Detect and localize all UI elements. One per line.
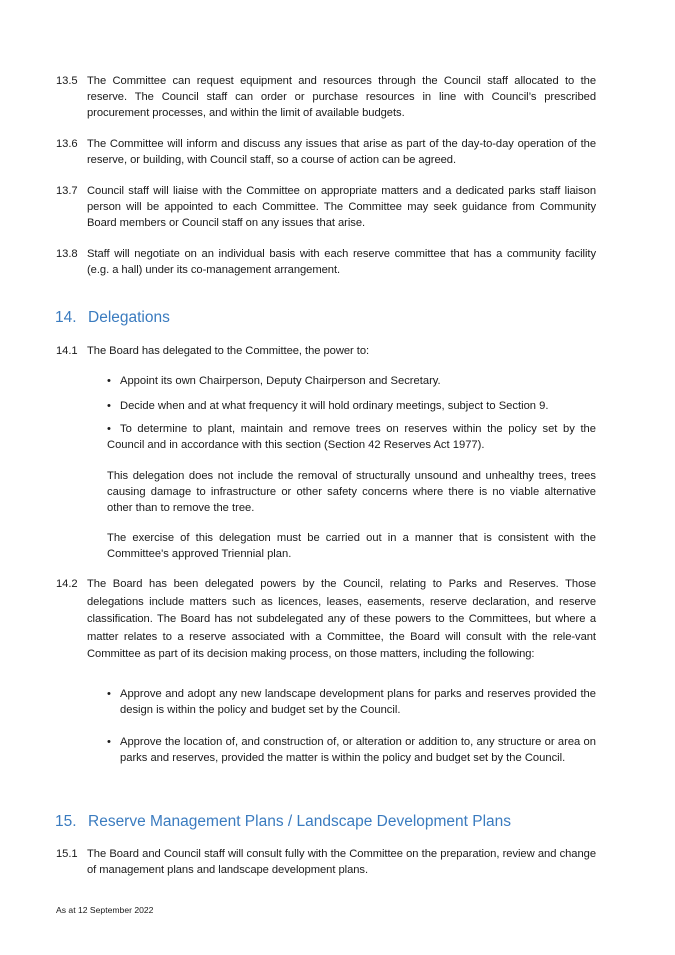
bullet-icon: • [107, 423, 111, 435]
heading-number: 15. [55, 813, 77, 830]
bullet-text: Approve and adopt any new landscape development plans for parks and reserves provided the design is within the policy and budget set by the Council. [120, 688, 596, 717]
bullet-text: Decide when and at what frequency it will hold ordinary meetings, subject to Section 9. [120, 400, 549, 412]
clause-number: 15.1 [56, 848, 78, 860]
bullet-item [107, 734, 596, 766]
clause-number: 13.6 [56, 138, 78, 150]
clause-text: The Board has delegated to the Committee, the power to: [87, 345, 370, 357]
section-heading-delegations [55, 308, 170, 328]
clause-text: The Committee will inform and discuss any issues that arise as part of the day-to-day operation of the reserve, or building, with Council staff, so a course of action can be agreed. [87, 138, 596, 167]
clause-text: The Board has been delegated powers by the Council, relating to Parks and Reserves. Those delegations include matters such as licences, leases, easements, reserve declaration, and reserve classification. The Board has not subdelegated any of these powers to the Committees, but where a matter relates to a reserve associated with a Committee, the Board will consult with the rele-vant Committee as part of its decision making process, on those matters, including the following: [87, 578, 596, 661]
section-heading-management-plans [55, 812, 511, 832]
clause-number: 14.2 [56, 578, 78, 590]
bullet-text: Appoint its own Chairperson, Deputy Chairperson and Secretary. [120, 375, 441, 387]
heading-title: Reserve Management Plans / Landscape Development Plans [88, 813, 512, 830]
bullet-text: Approve the location of, and construction of, or alteration or addition to, any structure or area on parks and reserves, provided the matter is within the policy and budget set by the Council. [120, 736, 596, 765]
clause-text: The Committee can request equipment and resources through the Council staff allocated to the reserve. The Council staff can order or purchase resources in line with Council’s prescribed procurement processes, and within the limit of available budgets. [87, 75, 596, 120]
clause-number: 13.7 [56, 185, 78, 197]
clause-15-1 [56, 846, 596, 878]
clause-number: 13.5 [56, 75, 78, 87]
delegation-note: This delegation does not include the removal of structurally unsound and unhealthy trees, trees causing damage to infrastructure or other safety concerns where there is no viable alternative other than to remove the tree. [107, 470, 596, 515]
clause-13-6 [56, 136, 596, 168]
clause-13-7 [56, 183, 596, 232]
heading-number: 14. [55, 309, 77, 326]
clause-number: 13.8 [56, 248, 78, 260]
heading-title: Delegations [88, 309, 170, 326]
bullet-item [107, 421, 596, 453]
clause-13-8 [56, 246, 596, 278]
clause-14-1 [56, 343, 596, 359]
bullet-icon: • [107, 736, 111, 748]
delegation-note: The exercise of this delegation must be carried out in a manner that is consistent with the Committee's approved Triennial plan. [107, 532, 596, 561]
clause-text: Council staff will liaise with the Committee on appropriate matters and a dedicated parks staff liaison person will be appointed to each Committee. The Committee may seek guidance from Community Board members or Council staff on any issues that arise. [87, 185, 596, 230]
clause-text: The Board and Council staff will consult fully with the Committee on the preparation, review and change of management plans and landscape development plans. [87, 848, 596, 877]
bullet-icon: • [107, 688, 111, 700]
bullet-item [107, 686, 596, 718]
bullet-item [107, 373, 596, 389]
clause-number: 14.1 [56, 345, 78, 357]
clause-14-2 [56, 576, 596, 664]
bullet-icon: • [107, 400, 111, 412]
clause-text: Staff will negotiate on an individual basis with each reserve committee that has a community facility (e.g. a hall) under its co-management arrangement. [87, 248, 596, 277]
bullet-text: To determine to plant, maintain and remove trees on reserves within the policy set by the Council and in accordance with this section (Section 42 Reserves Act 1977). [107, 423, 596, 452]
bullet-item [107, 398, 596, 414]
page-footer-date: As at 12 September 2022 [56, 905, 154, 915]
clause-13-5 [56, 73, 596, 122]
bullet-icon: • [107, 375, 111, 387]
